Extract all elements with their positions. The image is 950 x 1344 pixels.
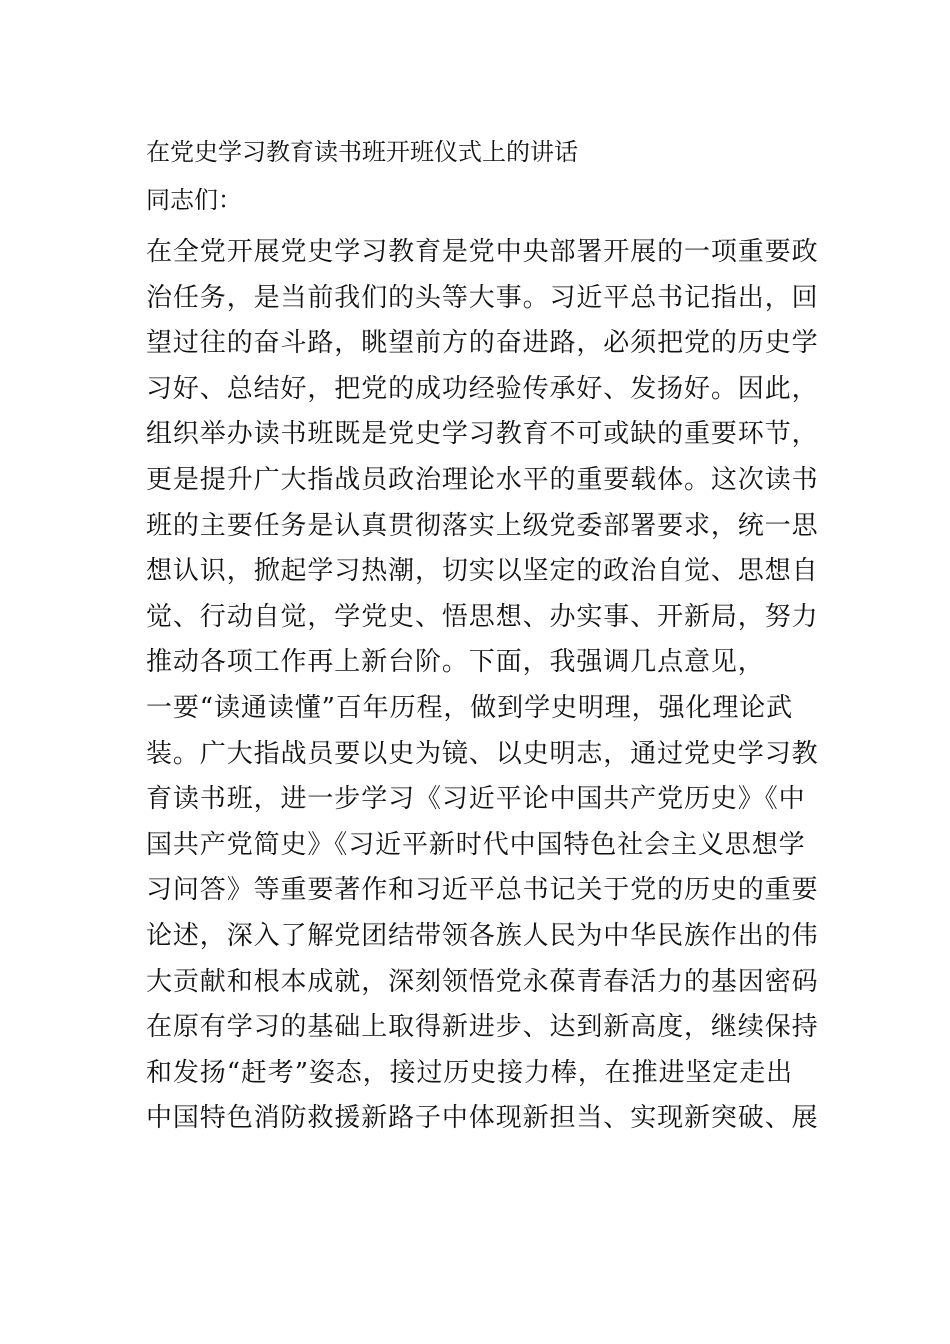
text-line: 大贡献和根本成就，深刻领悟党永葆青春活力的基因密码 [146, 966, 819, 997]
text-line: 论述，深入了解党团结带领各族人民为中华民族作出的伟 [146, 920, 819, 951]
text-line: 推动各项工作再上新台阶。下面，我强调几点意见， [146, 647, 765, 678]
text-line: 组织举办读书班既是党史学习教育不可或缺的重要环节， [146, 419, 819, 450]
body-text [146, 230, 826, 1142]
salutation: 同志们： [146, 186, 242, 214]
text-line: 中国特色消防救援新路子中体现新担当、实现新突破、展 [146, 1103, 819, 1134]
text-line: 更是提升广大指战员政治理论水平的重要载体。这次读书 [146, 464, 819, 495]
text-line: 班的主要任务是认真贯彻落实上级党委部署要求，统一思 [146, 510, 819, 541]
text-line: 装。广大指战员要以史为镜、以史明志，通过党史学习教 [146, 738, 819, 769]
text-line: 育读书班，进一步学习《习近平论中国共产党历史》《中 [146, 784, 806, 815]
text-line: 在原有学习的基础上取得新进步、达到新高度，继续保持 [146, 1012, 819, 1043]
text-line: 习好、总结好，把党的成功经验传承好、发扬好。因此， [146, 373, 819, 404]
text-line: 习问答》等重要著作和习近平总书记关于党的历史的重要 [146, 875, 819, 906]
text-line: 一要“读通读懂”百年历程，做到学史明理，强化理论武 [146, 692, 794, 723]
document-title: 在党史学习教育读书班开班仪式上的讲话 [146, 138, 578, 166]
text-line: 和发扬“赶考”姿态，接过历史接力棒，在推进坚定走出 [146, 1057, 794, 1088]
text-line: 治任务，是当前我们的头等大事。习近平总书记指出，回 [146, 282, 819, 313]
text-line: 望过往的奋斗路，眺望前方的奋进路，必须把党的历史学 [146, 328, 819, 359]
text-line: 在全党开展党史学习教育是党中央部署开展的一项重要政 [146, 237, 819, 267]
text-line: 觉、行动自觉，学党史、悟思想、办实事、开新局，努力 [146, 601, 819, 632]
text-line: 想认识，掀起学习热潮，切实以坚定的政治自觉、思想自 [146, 556, 819, 587]
text-line: 国共产党简史》《习近平新时代中国特色社会主义思想学 [146, 829, 806, 860]
